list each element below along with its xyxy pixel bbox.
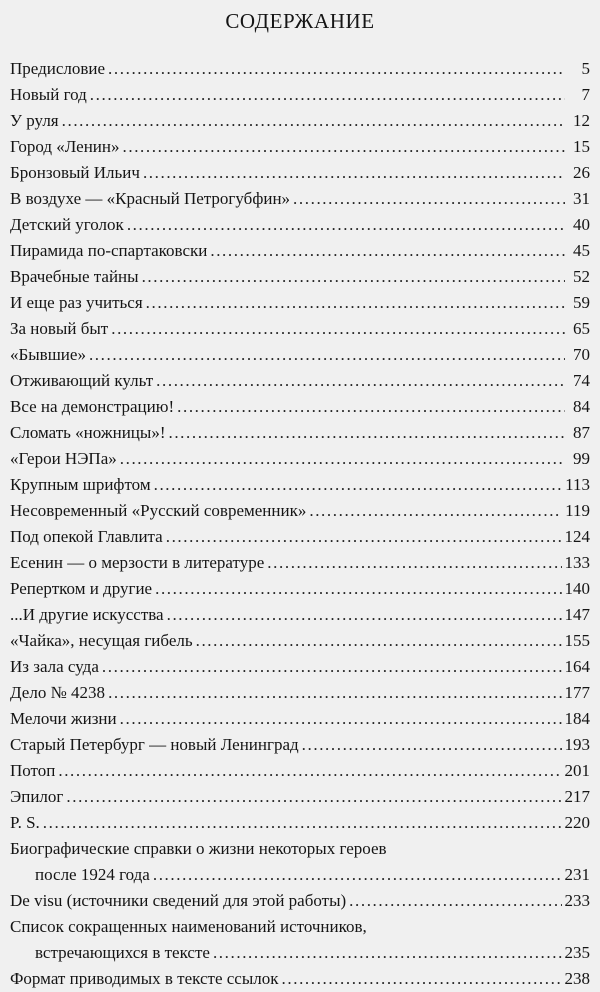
toc-page-number: 15 — [573, 137, 590, 156]
toc-entry — [10, 732, 590, 758]
toc-page-number: 70 — [573, 345, 590, 364]
toc-page-number: 65 — [573, 319, 590, 338]
dot-leader — [267, 550, 561, 576]
dot-leader — [43, 810, 562, 836]
toc-entry-title: Репертком и другие — [10, 579, 153, 598]
toc-entry — [10, 472, 590, 498]
dot-leader — [156, 368, 565, 394]
toc-page-number: 124 — [564, 527, 590, 546]
toc-entry — [10, 108, 590, 134]
toc-page-number: 87 — [573, 423, 590, 442]
toc-entry — [10, 758, 590, 784]
toc-page-number: 26 — [573, 163, 590, 182]
toc-page-number: 201 — [564, 761, 590, 780]
toc-entry-title: после 1924 года — [35, 865, 150, 884]
toc-page-number: 177 — [564, 683, 590, 702]
dot-leader — [293, 186, 565, 212]
toc-entry — [10, 290, 590, 316]
toc-entry — [10, 420, 590, 446]
toc-page-number: 7 — [581, 85, 590, 104]
dot-leader — [58, 758, 561, 784]
toc-entry — [10, 342, 590, 368]
toc-page-number: 52 — [573, 267, 590, 286]
dot-leader — [142, 264, 565, 290]
toc-page-number: 5 — [581, 59, 590, 78]
toc-entry — [10, 654, 590, 680]
dot-leader — [143, 160, 565, 186]
dot-leader — [153, 862, 562, 888]
dot-leader — [146, 290, 565, 316]
toc-entry-title: Старый Петербург — новый Ленинград — [10, 735, 299, 754]
dot-leader — [89, 342, 565, 368]
toc-entry-title-line: Список сокращенных наименований источников, — [10, 917, 367, 936]
toc-entry — [10, 628, 590, 654]
toc-entry-title: Детский уголок — [10, 215, 124, 234]
toc-entry — [10, 888, 590, 914]
toc-entry-line — [10, 602, 590, 628]
toc-page-number: 220 — [564, 813, 590, 832]
toc-entry-title: Эпилог — [10, 787, 64, 806]
toc-entry-line — [10, 966, 590, 992]
toc-entry-line — [10, 706, 590, 732]
dot-leader — [302, 732, 562, 758]
toc-entry — [10, 82, 590, 108]
toc-entry-line — [10, 654, 590, 680]
toc-entry-title: Дело № 4238 — [10, 683, 106, 702]
toc-entry — [10, 238, 590, 264]
toc-entry-line — [10, 368, 590, 394]
toc-entry — [10, 836, 590, 888]
toc-entry-title: В воздухе — «Красный Петрогубфин» — [10, 189, 291, 208]
toc-entry — [10, 264, 590, 290]
toc-entry — [10, 446, 590, 472]
dot-leader — [127, 212, 565, 238]
toc-entry-line — [10, 628, 590, 654]
toc-entry-line — [10, 394, 590, 420]
dot-leader — [90, 82, 565, 108]
dot-leader — [177, 394, 565, 420]
toc-entry-line — [10, 888, 590, 914]
toc-entry-title: Мелочи жизни — [10, 709, 117, 728]
toc-entry-title: Есенин — о мерзости в литературе — [10, 553, 265, 572]
toc-entry-line — [10, 498, 590, 524]
toc-page-number: 238 — [564, 969, 590, 988]
toc-entry-title: Отживающий культ — [10, 371, 154, 390]
toc-page-number: 233 — [564, 891, 590, 910]
toc-entry-line — [10, 290, 590, 316]
toc-entry-title: И еще раз учиться — [10, 293, 143, 312]
toc-entry-title: Новый год — [10, 85, 87, 104]
toc-entry — [10, 186, 590, 212]
toc-entry-line — [10, 134, 590, 160]
toc-entry-line — [10, 784, 590, 810]
toc-entry — [10, 56, 590, 82]
toc-entry — [10, 524, 590, 550]
toc-entry-title: ...И другие искусства — [10, 605, 164, 624]
toc-entry-title: «Чайка», несущая гибель — [10, 631, 193, 650]
dot-leader — [62, 108, 565, 134]
toc-entry-line — [10, 238, 590, 264]
toc-page-number: 59 — [573, 293, 590, 312]
toc-page-number: 235 — [564, 943, 590, 962]
toc-entry — [10, 966, 590, 992]
dot-leader — [108, 56, 565, 82]
toc-entry-title: De visu (источники сведений для этой работы) — [10, 891, 347, 910]
toc-entry-title: «Герои НЭПа» — [10, 449, 117, 468]
toc-entry-line — [10, 862, 590, 888]
toc-page-number: 31 — [573, 189, 590, 208]
toc-entry-title: Несовременный «Русский современник» — [10, 501, 307, 520]
toc-entry-line — [10, 446, 590, 472]
toc-entry-line — [10, 82, 590, 108]
toc-page-number: 184 — [564, 709, 590, 728]
dot-leader — [123, 134, 566, 160]
toc-entry — [10, 810, 590, 836]
dot-leader — [120, 706, 562, 732]
toc-entry-line — [10, 212, 590, 238]
dot-leader — [168, 420, 565, 446]
toc-entry — [10, 368, 590, 394]
toc-entry — [10, 602, 590, 628]
toc-entry-line — [10, 420, 590, 446]
toc-entry-line — [10, 758, 590, 784]
toc-entry-line — [10, 160, 590, 186]
toc-page-number: 140 — [564, 579, 590, 598]
toc-entry-title: За новый быт — [10, 319, 109, 338]
toc-entry — [10, 160, 590, 186]
dot-leader — [155, 576, 561, 602]
dot-leader — [210, 238, 565, 264]
toc-entry-title: встречающихся в тексте — [35, 943, 210, 962]
toc-entry-line — [10, 810, 590, 836]
dot-leader — [309, 498, 562, 524]
dot-leader — [66, 784, 561, 810]
dot-leader — [349, 888, 561, 914]
dot-leader — [120, 446, 565, 472]
toc-entry-line — [10, 56, 590, 82]
toc-entry-title: Крупным шрифтом — [10, 475, 151, 494]
toc-page-number: 217 — [564, 787, 590, 806]
dot-leader — [166, 524, 562, 550]
toc-entry — [10, 576, 590, 602]
toc-page-number: 147 — [564, 605, 590, 624]
toc-page-number: 164 — [564, 657, 590, 676]
toc-entry-title: Бронзовый Ильич — [10, 163, 140, 182]
toc-entry — [10, 680, 590, 706]
page-title: СОДЕРЖАНИЕ — [225, 9, 375, 33]
toc-entry — [10, 706, 590, 732]
toc-entry-line — [10, 186, 590, 212]
toc-entry — [10, 316, 590, 342]
toc-entry-line — [10, 342, 590, 368]
toc-entry-title: Все на демонстрацию! — [10, 397, 175, 416]
toc-page-number: 231 — [564, 865, 590, 884]
toc-entry-title-line: Биографические справки о жизни некоторых героев — [10, 839, 387, 858]
toc-entry-line — [10, 680, 590, 706]
toc-entry-line — [10, 524, 590, 550]
toc-entry-title: Формат приводимых в тексте ссылок — [10, 969, 279, 988]
toc-entry-line — [10, 472, 590, 498]
toc-entry — [10, 498, 590, 524]
toc-page-number: 113 — [565, 475, 590, 494]
toc-entry-title: Из зала суда — [10, 657, 99, 676]
dot-leader — [108, 680, 561, 706]
toc-page-number: 84 — [573, 397, 590, 416]
toc-entry — [10, 550, 590, 576]
toc-entry-title: Потоп — [10, 761, 56, 780]
dot-leader — [111, 316, 565, 342]
toc-page-number: 119 — [565, 501, 590, 520]
toc-entry-line — [10, 732, 590, 758]
toc-entry-line — [10, 940, 590, 966]
dot-leader — [102, 654, 562, 680]
toc-entry-title: У руля — [10, 111, 59, 130]
toc-entry-title: «Бывшие» — [10, 345, 86, 364]
toc-entry-line — [10, 108, 590, 134]
toc-entry-title: Врачебные тайны — [10, 267, 139, 286]
toc-entry-line — [10, 576, 590, 602]
dot-leader — [282, 966, 562, 992]
toc-page-number: 155 — [564, 631, 590, 650]
dot-leader — [167, 602, 562, 628]
toc-entry-title: Пирамида по-спартаковски — [10, 241, 208, 260]
toc-entry-line — [10, 264, 590, 290]
toc-entry-line — [10, 316, 590, 342]
toc-entry — [10, 784, 590, 810]
toc-entry-title: Сломать «ножницы»! — [10, 423, 166, 442]
toc-entry-title: Предисловие — [10, 59, 106, 78]
toc-entry — [10, 914, 590, 966]
toc-entry — [10, 212, 590, 238]
toc-entry-title: Город «Ленин» — [10, 137, 120, 156]
toc-entry — [10, 394, 590, 420]
toc-entry-line — [10, 550, 590, 576]
toc-entry-title: P. S. — [10, 813, 40, 832]
toc-page-number: 99 — [573, 449, 590, 468]
toc-page-number: 133 — [564, 553, 590, 572]
toc-page-number: 12 — [573, 111, 590, 130]
toc-page-number: 74 — [573, 371, 590, 390]
toc-page-number: 193 — [564, 735, 590, 754]
toc-list — [10, 56, 590, 992]
toc-page-number: 40 — [573, 215, 590, 234]
toc-entry — [10, 134, 590, 160]
dot-leader — [213, 940, 562, 966]
toc-entry-title: Под опекой Главлита — [10, 527, 163, 546]
dot-leader — [196, 628, 562, 654]
toc-page-number: 45 — [573, 241, 590, 260]
dot-leader — [154, 472, 563, 498]
